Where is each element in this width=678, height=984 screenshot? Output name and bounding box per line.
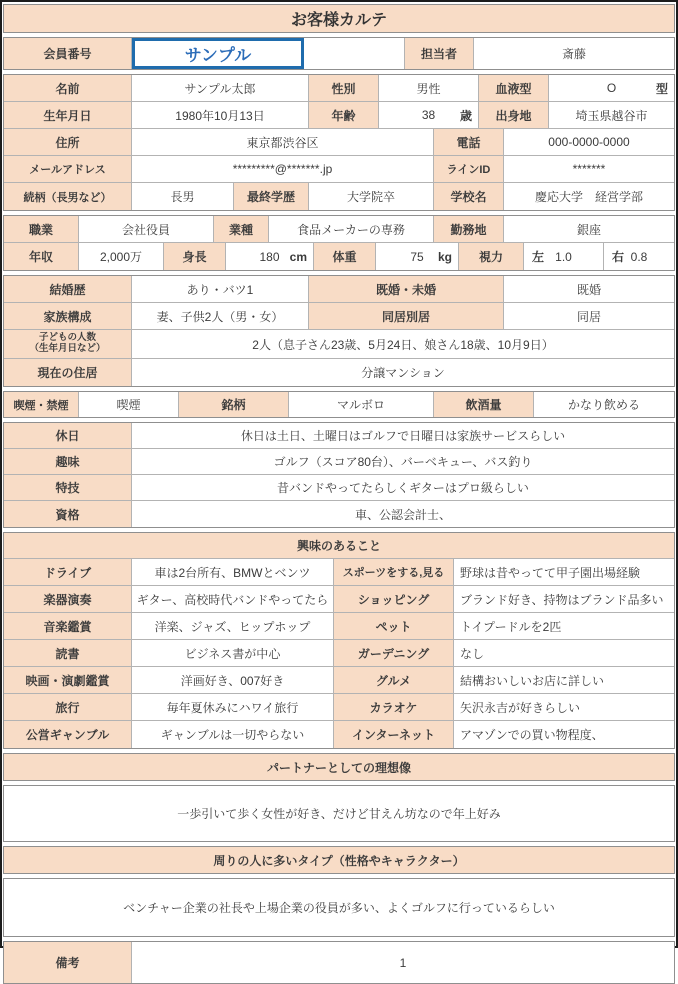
- children-value: 2人（息子さん23歳、5月24日、娘さん18歳、10月9日）: [132, 330, 674, 358]
- staff-value: 斎藤: [474, 38, 674, 69]
- surroundings-header: 周りの人に多いタイプ（性格やキャラクター）: [4, 847, 674, 873]
- member-spacer: [304, 38, 404, 69]
- interests-row: [4, 667, 674, 694]
- surroundings-text: ベンチャー企業の社長や上場企業の役員が多い、よくゴルフに行っているらしい: [4, 879, 674, 936]
- gardening-value: なし: [454, 640, 674, 666]
- movie-label: 映画・演劇鑑賞: [4, 667, 132, 693]
- family-structure-value: 妻、子供2人（男・女）: [132, 303, 309, 329]
- email-label: メールアドレス: [4, 156, 132, 182]
- reading-label: 読書: [4, 640, 132, 666]
- vision-label: 視力: [459, 243, 524, 270]
- member-section: [3, 37, 675, 70]
- work-section: [3, 215, 675, 271]
- surroundings-text-section: [3, 878, 675, 937]
- partner-header: パートナーとしての理想像: [4, 754, 674, 780]
- age-unit: 歳: [459, 108, 472, 123]
- vision-right-value: [604, 243, 674, 270]
- pet-label: ペット: [334, 613, 454, 639]
- sports-label: スポーツをする,見る: [334, 559, 454, 585]
- living-together-value: 同居: [504, 303, 674, 329]
- staff-label: 担当者: [404, 38, 474, 69]
- remarks-label: 備考: [4, 942, 132, 983]
- gambling-value: ギャンブルは一切やらない: [132, 721, 334, 748]
- hobby-value: ゴルフ（スコア80台）、バーベキュー、バス釣り: [132, 449, 674, 474]
- instrument-label: 楽器演奏: [4, 586, 132, 612]
- pet-value: トイプードルを2匹: [454, 613, 674, 639]
- blood-type-label: 血液型: [479, 75, 549, 101]
- member-number-label: 会員番号: [4, 38, 132, 69]
- birthdate-label: 生年月日: [4, 102, 132, 128]
- education-label: 最終学歴: [234, 183, 309, 210]
- marriage-history-label: 結婚歴: [4, 276, 132, 302]
- smoking-label: 喫煙・禁煙: [4, 392, 79, 417]
- interests-row: [4, 613, 674, 640]
- gender-value: 男性: [379, 75, 479, 101]
- children-label: [4, 330, 132, 358]
- industry-value: 食品メーカーの専務: [269, 216, 434, 242]
- hobby-label: 趣味: [4, 449, 132, 474]
- shopping-value: ブランド好き、持物はブランド品多い: [454, 586, 674, 612]
- movie-value: 洋画好き、007好き: [132, 667, 334, 693]
- height-value: [226, 243, 314, 270]
- living-together-label: 同居別居: [309, 303, 504, 329]
- family-section: [3, 275, 675, 387]
- children-label-line2: （生年月日など）: [29, 343, 106, 354]
- partner-text: 一歩引いて歩く女性が好き、だけど甘えん坊なので年上好み: [4, 786, 674, 841]
- hometown-value: 埼玉県越谷市: [549, 102, 674, 128]
- height-text: 180: [259, 249, 280, 264]
- smoking-section: [3, 391, 675, 418]
- interests-row: [4, 586, 674, 613]
- height-label: 身長: [164, 243, 226, 270]
- marital-status-label: 既婚・未婚: [309, 276, 504, 302]
- gardening-label: ガーデニング: [334, 640, 454, 666]
- smoking-value: 喫煙: [79, 392, 179, 417]
- line-id-value: *******: [504, 156, 674, 182]
- drive-value: 車は2台所有、BMWとベンツ: [132, 559, 334, 585]
- reading-value: ビジネス書が中心: [132, 640, 334, 666]
- holiday-label: 休日: [4, 423, 132, 448]
- vision-left-text: 1.0: [555, 249, 572, 264]
- gourmet-value: 結構おいしいお店に詳しい: [454, 667, 674, 693]
- residence-value: 分譲マンション: [132, 359, 674, 386]
- name-label: 名前: [4, 75, 132, 101]
- karaoke-label: カラオケ: [334, 694, 454, 720]
- skill-value: 昔バンドやってたらしくギターはプロ級らしい: [132, 475, 674, 500]
- surroundings-header-section: [3, 846, 675, 874]
- age-value: [379, 102, 479, 128]
- residence-label: 現在の住居: [4, 359, 132, 386]
- travel-value: 毎年夏休みにハワイ旅行: [132, 694, 334, 720]
- partner-text-section: [3, 785, 675, 842]
- age-text: 38: [421, 108, 436, 122]
- vision-left-label: 左: [532, 250, 545, 264]
- job-label: 職業: [4, 216, 79, 242]
- marriage-history-value: あり・バツ1: [132, 276, 309, 302]
- workplace-value: 銀座: [504, 216, 674, 242]
- gambling-label: 公営ギャンブル: [4, 721, 132, 748]
- income-value: 2,000万: [79, 243, 164, 270]
- music-value: 洋楽、ジャズ、ヒップホップ: [132, 613, 334, 639]
- drinking-value: かなり飲める: [534, 392, 674, 417]
- cigarette-brand-label: 銘柄: [179, 392, 289, 417]
- income-label: 年収: [4, 243, 79, 270]
- license-value: 車、公認会計士、: [132, 501, 674, 527]
- sports-value: 野球は昔やってて甲子園出場経験: [454, 559, 674, 585]
- marital-status-value: 既婚: [504, 276, 674, 302]
- blood-type-text: O: [606, 81, 617, 95]
- phone-label: 電話: [434, 129, 504, 155]
- remarks-section: [3, 941, 675, 984]
- skill-label: 特技: [4, 475, 132, 500]
- drive-label: ドライブ: [4, 559, 132, 585]
- holiday-value: 休日は土日、土曜日はゴルフで日曜日は家族サービスらしい: [132, 423, 674, 448]
- internet-value: アマゾンでの買い物程度、: [454, 721, 674, 748]
- gender-label: 性別: [309, 75, 379, 101]
- name-value: サンプル太郎: [132, 75, 309, 101]
- address-label: 住所: [4, 129, 132, 155]
- relation-label: 続柄（長男など）: [4, 183, 132, 210]
- email-value: *********@*******.jp: [132, 156, 434, 182]
- basic-info-section: [3, 74, 675, 211]
- hobby-section: [3, 422, 675, 528]
- interests-row: [4, 640, 674, 667]
- hometown-label: 出身地: [479, 102, 549, 128]
- height-unit: cm: [289, 249, 307, 264]
- title-section: [3, 4, 675, 33]
- instrument-value: ギター、高校時代バンドやってたら: [132, 586, 334, 612]
- page-title: お客様カルテ: [4, 5, 674, 32]
- cigarette-brand-value: マルボロ: [289, 392, 434, 417]
- job-value: 会社役員: [79, 216, 214, 242]
- interests-row: [4, 559, 674, 586]
- education-value: 大学院卒: [309, 183, 434, 210]
- interests-section: [3, 532, 675, 749]
- internet-label: インターネット: [334, 721, 454, 748]
- vision-right-label: 右: [612, 250, 625, 264]
- school-label: 学校名: [434, 183, 504, 210]
- children-label-line1: 子どもの人数: [38, 332, 96, 344]
- interests-header: 興味のあること: [4, 533, 674, 559]
- weight-value: [376, 243, 459, 270]
- travel-label: 旅行: [4, 694, 132, 720]
- drinking-label: 飲酒量: [434, 392, 534, 417]
- vision-left-value: [524, 243, 604, 270]
- remarks-value: 1: [132, 942, 674, 983]
- school-value: 慶応大学 経営学部: [504, 183, 674, 210]
- interests-row: [4, 694, 674, 721]
- phone-value: 000-0000-0000: [504, 129, 674, 155]
- interests-row: [4, 721, 674, 748]
- weight-unit: kg: [437, 249, 452, 264]
- karaoke-value: 矢沢永吉が好きらしい: [454, 694, 674, 720]
- industry-label: 業種: [214, 216, 269, 242]
- weight-text: 75: [410, 249, 424, 264]
- blood-type-value: [549, 75, 674, 101]
- workplace-label: 勤務地: [434, 216, 504, 242]
- blood-type-unit: 型: [655, 81, 668, 96]
- gourmet-label: グルメ: [334, 667, 454, 693]
- member-number-input[interactable]: サンプル: [132, 38, 304, 69]
- family-structure-label: 家族構成: [4, 303, 132, 329]
- birthdate-value: 1980年10月13日: [132, 102, 309, 128]
- address-value: 東京都渋谷区: [132, 129, 434, 155]
- weight-label: 体重: [314, 243, 376, 270]
- line-id-label: ラインID: [434, 156, 504, 182]
- music-label: 音楽鑑賞: [4, 613, 132, 639]
- age-label: 年齢: [309, 102, 379, 128]
- relation-value: 長男: [132, 183, 234, 210]
- vision-right-text: 0.8: [630, 249, 648, 264]
- shopping-label: ショッピング: [334, 586, 454, 612]
- partner-header-section: [3, 753, 675, 781]
- license-label: 資格: [4, 501, 132, 527]
